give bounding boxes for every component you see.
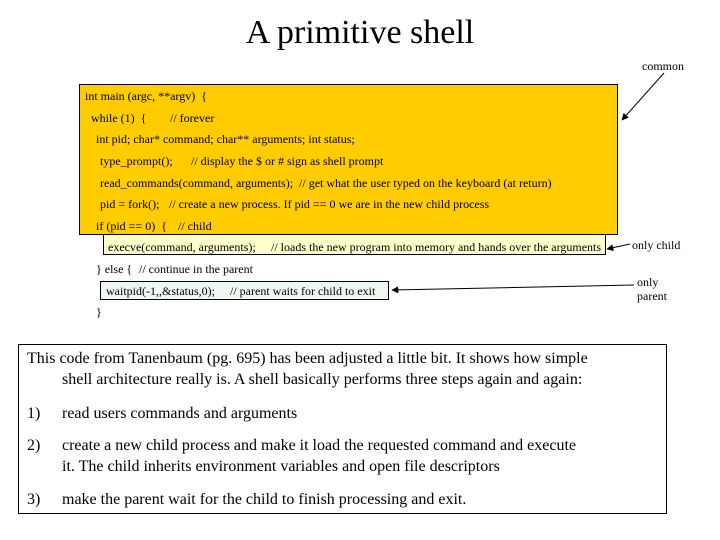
only-parent-label-2: parent <box>637 289 667 303</box>
code-line-if-child: if (pid == 0) { <box>96 219 167 233</box>
code-line-read-commands: read_commands(command, arguments); // get what the user typed on the keyboard (at return) <box>100 176 552 190</box>
step-number-2: 2) <box>27 437 41 454</box>
code-comment-child: // child <box>178 219 212 233</box>
common-label: common <box>642 59 684 73</box>
step-text-3: make the parent wait for the child to finish processing and exit. <box>62 491 467 508</box>
code-line-else: } else { <box>96 262 133 276</box>
only-child-label: only child <box>632 238 681 252</box>
code-comment-fork: // create a new process. If pid == 0 we are in the new child process <box>169 197 490 211</box>
code-line-execve: execve(command, arguments); <box>108 240 256 254</box>
step-text-2a: create a new child process and make it load the requested command and execute <box>62 437 576 454</box>
step-text-1: read users commands and arguments <box>62 405 298 422</box>
common-arrow <box>622 73 664 120</box>
only-parent-arrow <box>392 285 634 290</box>
code-line-waitpid: waitpid(-1,,&status,0); <box>106 284 215 298</box>
code-comment-execve: // loads the new program into memory and hands over the arguments <box>271 240 602 254</box>
only-child-arrow <box>607 244 630 249</box>
intro-line-2: shell architecture really is. A shell basically performs three steps again and again: <box>62 371 583 388</box>
intro-line-1: This code from Tanenbaum (pg. 695) has been adjusted a little bit. It shows how simple <box>27 350 588 367</box>
code-line-while: while (1) { <box>91 111 147 125</box>
step-number-3: 3) <box>27 491 41 508</box>
code-comment-prompt: // display the $ or # sign as shell prompt <box>191 154 384 168</box>
code-line-main: int main (argc, **argv) { <box>85 89 207 103</box>
code-line-close-brace: } <box>96 305 102 319</box>
only-parent-label-1: only <box>637 275 659 289</box>
code-comment-waitpid: // parent waits for child to exit <box>230 284 376 298</box>
page-title: A primitive shell <box>245 14 475 51</box>
code-line-fork: pid = fork(); <box>100 197 160 211</box>
code-comment-forever: // forever <box>170 111 215 125</box>
step-number-1: 1) <box>27 405 41 422</box>
code-line-declarations: int pid; char* command; char** arguments; int status; <box>96 132 355 146</box>
code-comment-parent: // continue in the parent <box>139 262 253 276</box>
step-text-2b: it. The child inherits environment variables and open file descriptors <box>62 458 500 475</box>
code-line-type-prompt: type_prompt(); <box>100 154 173 168</box>
